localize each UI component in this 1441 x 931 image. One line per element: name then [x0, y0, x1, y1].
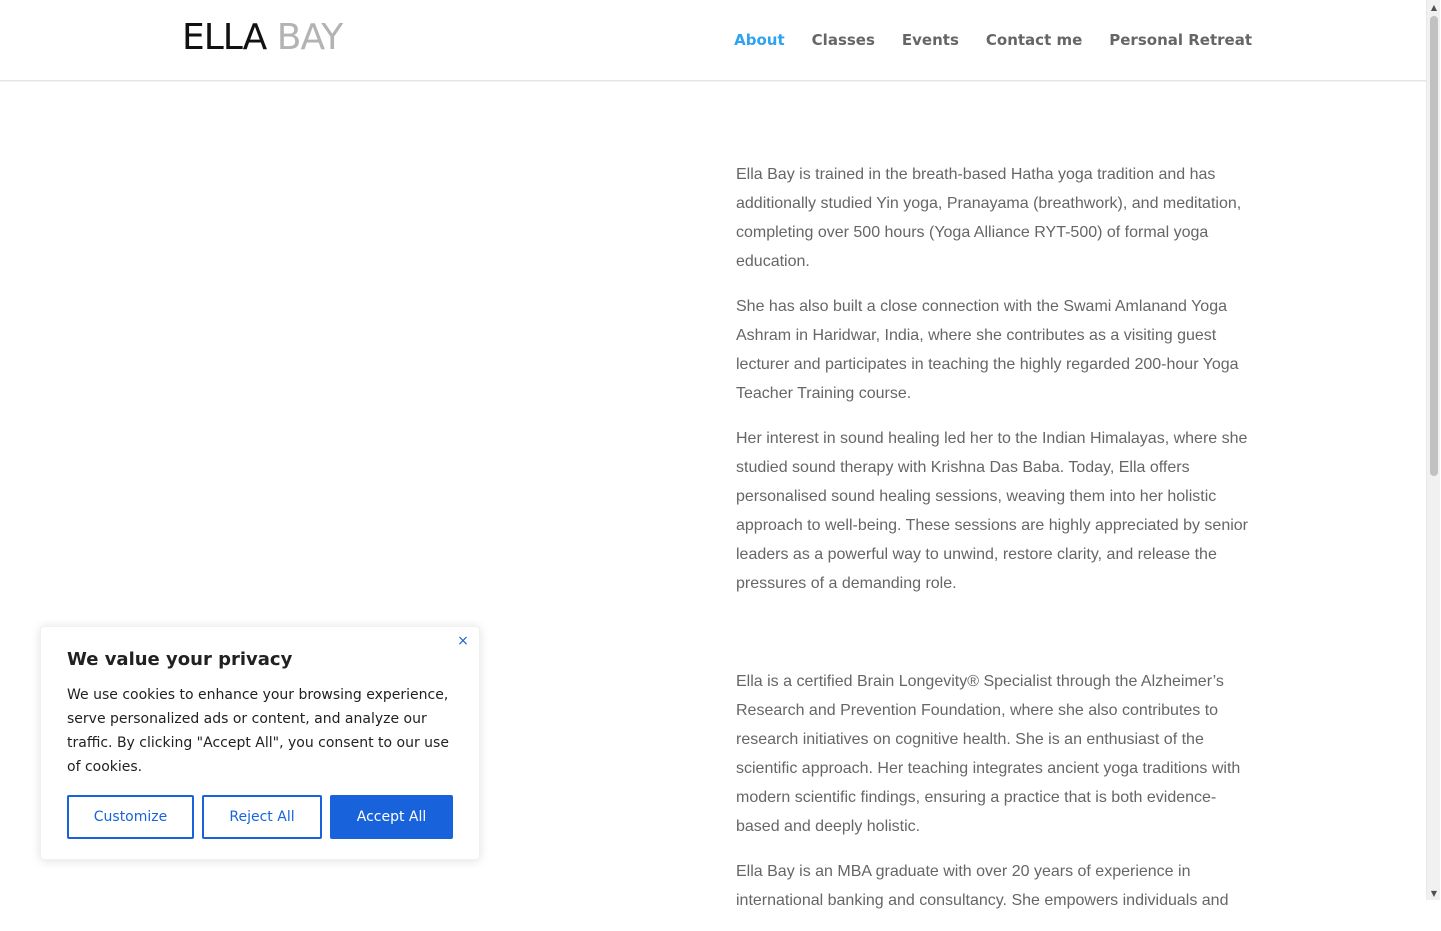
about-paragraph: Ella is a certified Brain Longevity® Specialist through the Alzheimer’s Research and Prevention Foundation, where she also contributes to research initiatives on cognitive health. She is an enthusiast of the scientific approach. Her teaching integrates ancient yoga traditions with modern scientific findings, ensuring a practice that is both evidence-based and deeply holistic. — [736, 673, 1241, 835]
close-icon[interactable]: × — [457, 633, 469, 649]
accept-all-button[interactable]: Accept All — [330, 795, 453, 839]
cookie-actions — [67, 795, 453, 839]
about-paragraph: Ella Bay is trained in the breath-based Hatha yoga tradition and has additionally studied Yin yoga, Pranayama (breathwork), and meditation, completing over 500 hours (Yoga Alliance RYT-500) of formal yoga education. — [736, 166, 1242, 270]
about-paragraph: She has also built a close connection with the Swami Amlanand Yoga Ashram in Haridwar, India, where she contributes as a visiting guest lecturer and participates in teaching the highly regarded 200-hour Yoga Teacher Training course. — [736, 298, 1239, 402]
about-paragraph: Ella Bay is an MBA graduate with over 20 years of experience in international banking and consultancy. She empowers individuals and — [736, 863, 1229, 909]
about-text-block-1 — [736, 160, 1256, 614]
chevron-down-icon[interactable]: ▼ — [1430, 888, 1438, 898]
nav-item-contact[interactable]: Contact me — [985, 31, 1083, 49]
cookie-consent-banner — [40, 626, 480, 860]
nav-item-personal-retreat[interactable]: Personal Retreat — [1109, 31, 1252, 49]
logo-first-word: ELLA — [182, 17, 267, 58]
customize-button[interactable]: Customize — [67, 795, 194, 839]
nav-item-about[interactable]: About — [734, 31, 785, 49]
scrollbar-thumb[interactable] — [1430, 16, 1438, 476]
chevron-up-icon[interactable]: ▲ — [1430, 2, 1438, 12]
site-logo[interactable] — [182, 18, 342, 58]
page-scrollbar[interactable] — [1426, 0, 1440, 900]
site-header — [0, 0, 1426, 81]
cookie-title: We value your privacy — [67, 649, 293, 670]
cookie-description: We use cookies to enhance your browsing experience, serve personalized ads or content, and analyze our traffic. By clicking "Accept All", you consent to our use of cookies. — [67, 687, 449, 775]
nav-item-classes[interactable]: Classes — [811, 31, 875, 49]
nav-item-events[interactable]: Events — [901, 31, 959, 49]
about-text-block-2 — [736, 667, 1256, 931]
reject-all-button[interactable]: Reject All — [202, 795, 322, 839]
about-paragraph: Her interest in sound healing led her to the Indian Himalayas, where she studied sound therapy with Krishna Das Baba. Today, Ella offers personalised sound healing sessions, weaving them into her holistic approach to well-being. These sessions are highly appreciated by senior leaders as a powerful way to unwind, restore clarity, and release the pressures of a demanding role. — [736, 430, 1249, 592]
main-nav — [707, 31, 1252, 49]
logo-second-word: BAY — [276, 17, 343, 58]
